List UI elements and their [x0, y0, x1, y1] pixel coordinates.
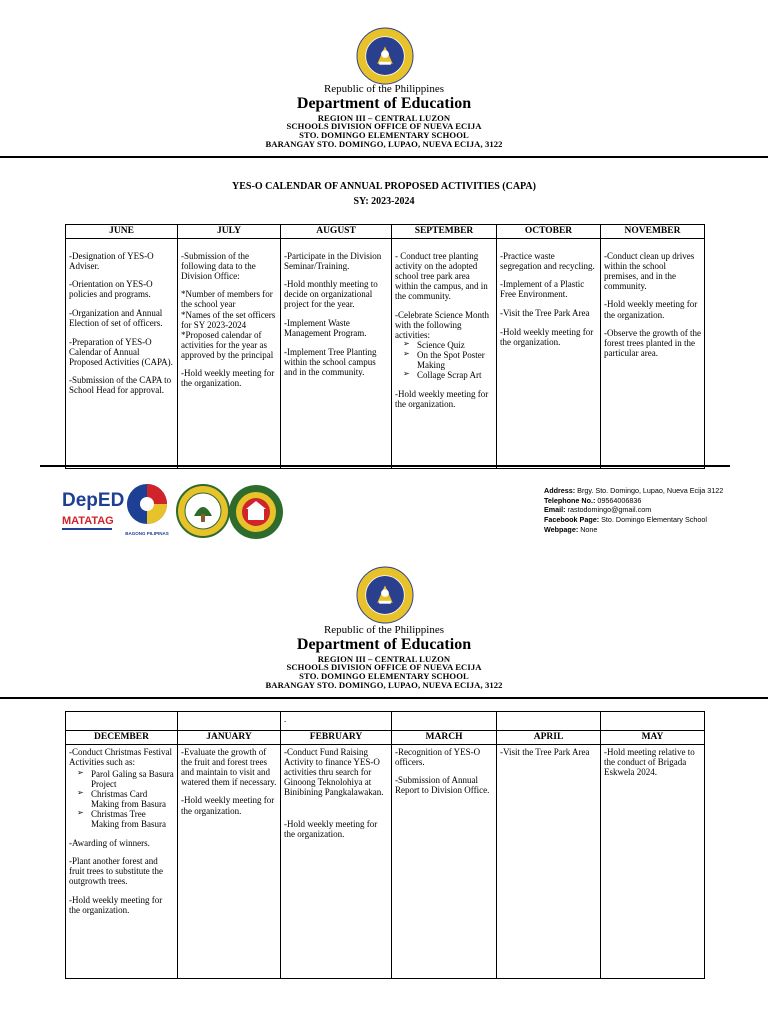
- address-line: Address: Brgy. Sto. Domingo, Lupao, Nueva Ecija 3122: [544, 486, 724, 495]
- january-activities: -Evaluate the growth of the fruit and forest trees and maintain to visit and watered them if necessary. -Hold weekly meeting for the organization.: [178, 744, 281, 978]
- calendar-table-2: [65, 711, 705, 979]
- letterhead-1: [0, 84, 768, 149]
- february-activities: -Conduct Fund Raising Activity to finance YES-O activities thru search for Ginoong Teknolohiya at Binibining Pangkalawakan. -Hold weekly meeting for the organization.: [281, 744, 392, 978]
- department-title: Department of Education: [296, 95, 472, 113]
- telephone-line: Telephone No.: 09564006836: [544, 495, 642, 505]
- september-activities: - Conduct tree planting activity on the adopted school tree park area within the campus, and in the community. -Celebrate Science Month with the following activities: ➢ Science Quiz ➢ On the Spot Poster Making ➢ Collage Scrap Art -Hold weekly meeting for the organization.: [392, 238, 497, 468]
- month-may: MAY: [601, 731, 705, 745]
- division-text: SCHOOLS DIVISION OFFICE OF NUEVA ECIJA: [286, 121, 482, 132]
- science-month-list: [403, 340, 493, 380]
- november-activities: -Conduct clean up drives within the school premises, and in the community. -Hold weekly meeting for the organization. -Observe the growth of the forest trees planted in the particular area.: [601, 238, 705, 468]
- month-july: JULY: [178, 225, 281, 239]
- header-rule: [0, 156, 768, 158]
- division-text: SCHOOLS DIVISION OFFICE OF NUEVA ECIJA: [286, 662, 482, 673]
- footer-rule: [40, 465, 730, 467]
- region-text: REGION III – CENTRAL LUZON: [317, 112, 451, 123]
- month-february: FEBRUARY: [281, 731, 392, 745]
- list-item: ➢ On the Spot Poster Making: [403, 350, 493, 370]
- school-seal-icon: [228, 484, 284, 540]
- list-item: ➢ Collage Scrap Art: [403, 370, 493, 380]
- contact-block: [544, 486, 723, 535]
- christmas-activities-list: [77, 769, 174, 829]
- month-october: OCTOBER: [497, 225, 601, 239]
- july-activities: -Submission of the following data to the Division Office: *Number of members for the school year *Names of the set officers for SY 2023-2024 *Proposed calendar of activities for the year as approved by the principal -Hold weekly meeting for the organization.: [178, 238, 281, 468]
- calendar-title-block: [0, 180, 768, 209]
- month-june: JUNE: [66, 225, 178, 239]
- svg-text:MATATAG: MATATAG: [62, 515, 114, 527]
- blank-row: [66, 712, 705, 731]
- month-august: AUGUST: [281, 225, 392, 239]
- letterhead-2: [0, 625, 768, 690]
- month-january: JANUARY: [178, 731, 281, 745]
- may-activities: -Hold meeting relative to the conduct of Brigada Eskwela 2024.: [601, 744, 705, 978]
- svg-text:DepED: DepED: [62, 490, 125, 511]
- month-september: SEPTEMBER: [392, 225, 497, 239]
- calendar-title: YES-O CALENDAR OF ANNUAL PROPOSED ACTIVITIES (CAPA): [232, 181, 536, 192]
- october-activities: -Practice waste segregation and recycling. -Implement of a Plastic Free Environment. -Visit the Tree Park Area -Hold weekly meeting for the organization.: [497, 238, 601, 468]
- march-activities: -Recognition of YES-O officers. -Submission of Annual Report to Division Office.: [392, 744, 497, 978]
- stray-mark: .: [281, 712, 392, 731]
- republic-text: Republic of the Philippines: [323, 83, 445, 95]
- bagong-pilipinas-icon: [122, 482, 172, 538]
- december-activities: -Conduct Christmas Festival Activities such as: ➢ Parol Galing sa Basura Project ➢ Christmas Card Making from Basura ➢ Christmas Tree Making from Basura -Awarding of winners. -Plant another forest and fruit trees to substitute the outgrowth trees. -Hold weekly meeting for the organization.: [66, 744, 178, 978]
- webpage-line: Webpage: None: [544, 524, 598, 534]
- list-item: ➢ Christmas Tree Making from Basura: [77, 809, 174, 829]
- republic-text: Republic of the Philippines: [323, 624, 445, 636]
- month-december: DECEMBER: [66, 731, 178, 745]
- region-text: REGION III – CENTRAL LUZON: [317, 653, 451, 664]
- svg-text:BAGONG PILIPINAS: BAGONG PILIPINAS: [125, 531, 169, 536]
- school-address-text: BARANGAY STO. DOMINGO, LUPAO, NUEVA ECIJA, 3122: [265, 138, 503, 149]
- deped-logo-icon: [60, 484, 125, 536]
- facebook-line: Facebook Page: Sto. Domingo Elementary School: [544, 515, 707, 525]
- bagong-pilipinas-logo: [122, 482, 172, 538]
- deped-seal-icon-2: [356, 566, 414, 624]
- division-seal-icon: [176, 484, 230, 538]
- june-activities: -Designation of YES-O Adviser. -Orientation on YES-O policies and programs. -Organization and Annual Election of set of officers. -Preparation of YES-O Calendar of Annual Proposed Activities (CAPA). -Submission of the CAPA to School Head for approval.: [66, 238, 178, 468]
- month-april: APRIL: [497, 731, 601, 745]
- department-title: Department of Education: [296, 636, 472, 654]
- month-header-row: [66, 225, 705, 239]
- header-rule-2: [0, 697, 768, 699]
- activities-row: [66, 238, 705, 468]
- email-line: Email: rastodomingo@gmail.com: [544, 505, 652, 515]
- school-year: SY: 2023-2024: [353, 195, 415, 207]
- school-seal-logo: [228, 484, 284, 540]
- school-address-text: BARANGAY STO. DOMINGO, LUPAO, NUEVA ECIJA, 3122: [265, 679, 503, 690]
- april-activities: -Visit the Tree Park Area: [497, 744, 601, 978]
- month-march: MARCH: [392, 731, 497, 745]
- deped-seal-icon: [356, 27, 414, 85]
- activities-row: [66, 744, 705, 978]
- month-november: NOVEMBER: [601, 225, 705, 239]
- month-header-row: [66, 731, 705, 745]
- division-seal-logo: [176, 484, 230, 538]
- deped-matatag-logo: [60, 484, 125, 536]
- august-activities: -Participate in the Division Seminar/Training. -Hold monthly meeting to decide on organizational project for the year. -Implement Waste Management Program. -Implement Tree Planting within the school campus and in the community.: [281, 238, 392, 468]
- list-item: ➢ Christmas Card Making from Basura: [77, 789, 174, 809]
- school-text: STO. DOMINGO ELEMENTARY SCHOOL: [299, 130, 469, 141]
- school-text: STO. DOMINGO ELEMENTARY SCHOOL: [299, 671, 469, 682]
- calendar-table-1: [65, 224, 705, 469]
- list-item: ➢ Parol Galing sa Basura Project: [77, 769, 174, 789]
- list-item: ➢ Science Quiz: [403, 340, 493, 350]
